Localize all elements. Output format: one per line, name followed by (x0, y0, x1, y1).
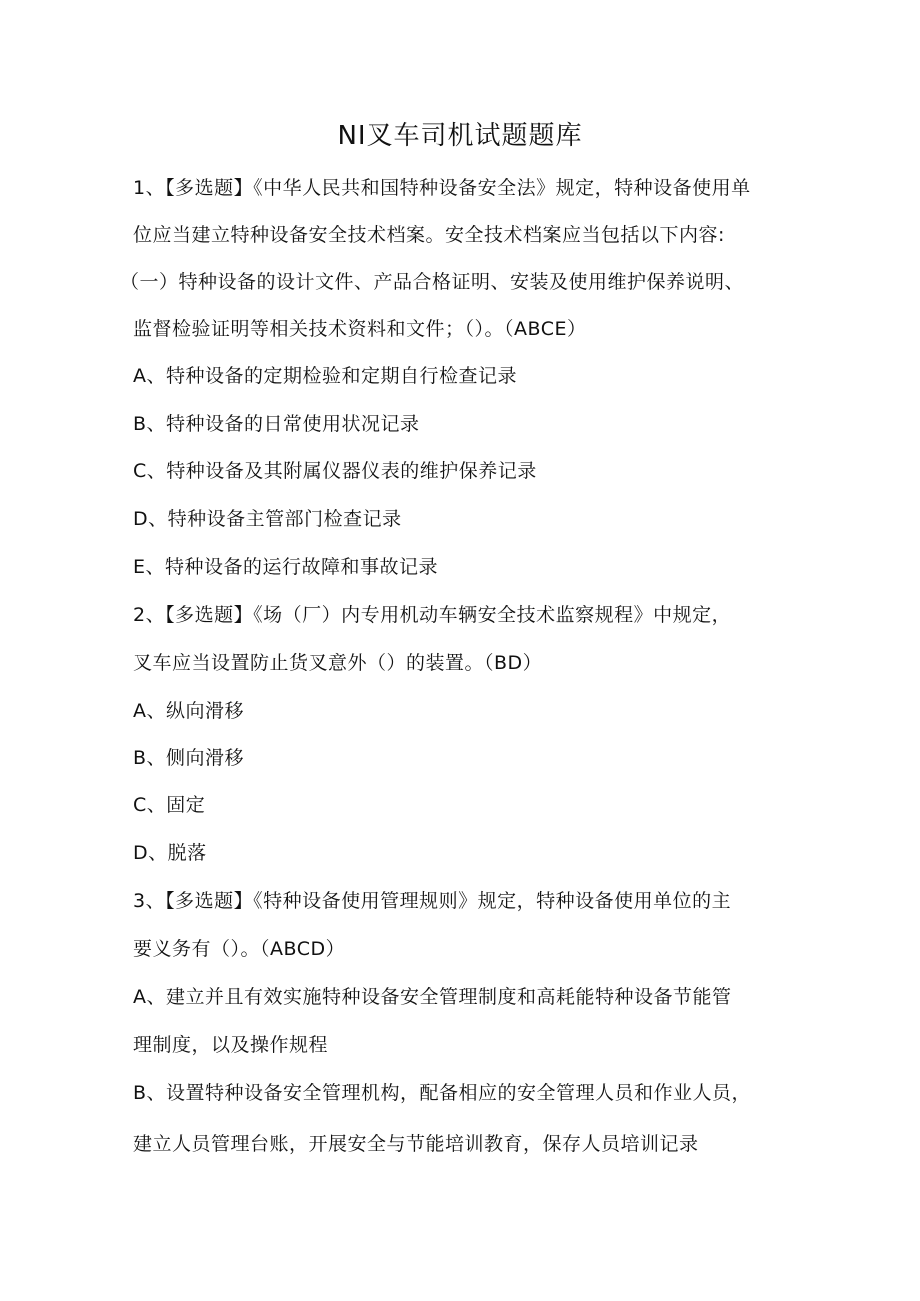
question-1-option-d: D、特种设备主管部门检查记录 (133, 508, 402, 530)
question-1-option-a: A、特种设备的定期检验和定期自行检查记录 (133, 365, 517, 387)
question-2-stem-line-2: 叉车应当设置防止货叉意外（）的装置。（BD） (133, 652, 543, 674)
question-1-stem-line-2: 位应当建立特种设备安全技术档案。安全技术档案应当包括以下内容: (133, 224, 725, 246)
question-2-option-a: A、纵向滑移 (133, 700, 244, 722)
document-title: NI叉车司机试题题库 (337, 121, 583, 151)
question-1-stem-line-1: 1、【多选题】《中华人民共和国特种设备安全法》规定，特种设备使用单 (133, 177, 751, 199)
question-2-option-c: C、固定 (133, 794, 206, 816)
question-3-option-a-line-1: A、建立并且有效实施特种设备安全管理制度和高耗能特种设备节能管 (133, 986, 732, 1008)
question-2-stem-line-1: 2、【多选题】《场（厂）内专用机动车辆安全技术监察规程》中规定， (133, 604, 732, 626)
question-3-option-a-line-2: 理制度，以及操作规程 (133, 1034, 329, 1056)
question-3-option-b-line-2: 建立人员管理台账，开展安全与节能培训教育，保存人员培训记录 (133, 1133, 699, 1155)
question-1-option-e: E、特种设备的运行故障和事故记录 (133, 556, 439, 578)
question-2-option-d: D、脱落 (133, 842, 207, 864)
question-3-stem-line-1: 3、【多选题】《特种设备使用管理规则》规定，特种设备使用单位的主 (133, 890, 732, 912)
question-2-option-b: B、侧向滑移 (133, 747, 245, 769)
question-1-option-b: B、特种设备的日常使用状况记录 (133, 413, 420, 435)
question-1-stem-line-4: 监督检验证明等相关技术资料和文件；（）。（ABCE） (133, 318, 587, 340)
question-3-stem-line-2: 要义务有（）。（ABCD） (133, 938, 346, 960)
question-3-option-b-line-1: B、设置特种设备安全管理机构，配备相应的安全管理人员和作业人员， (133, 1082, 752, 1104)
question-1-stem-line-3: （一）特种设备的设计文件、产品合格证明、安装及使用维护保养说明、 (120, 271, 745, 293)
question-1-option-c: C、特种设备及其附属仪器仪表的维护保养记录 (133, 460, 537, 482)
